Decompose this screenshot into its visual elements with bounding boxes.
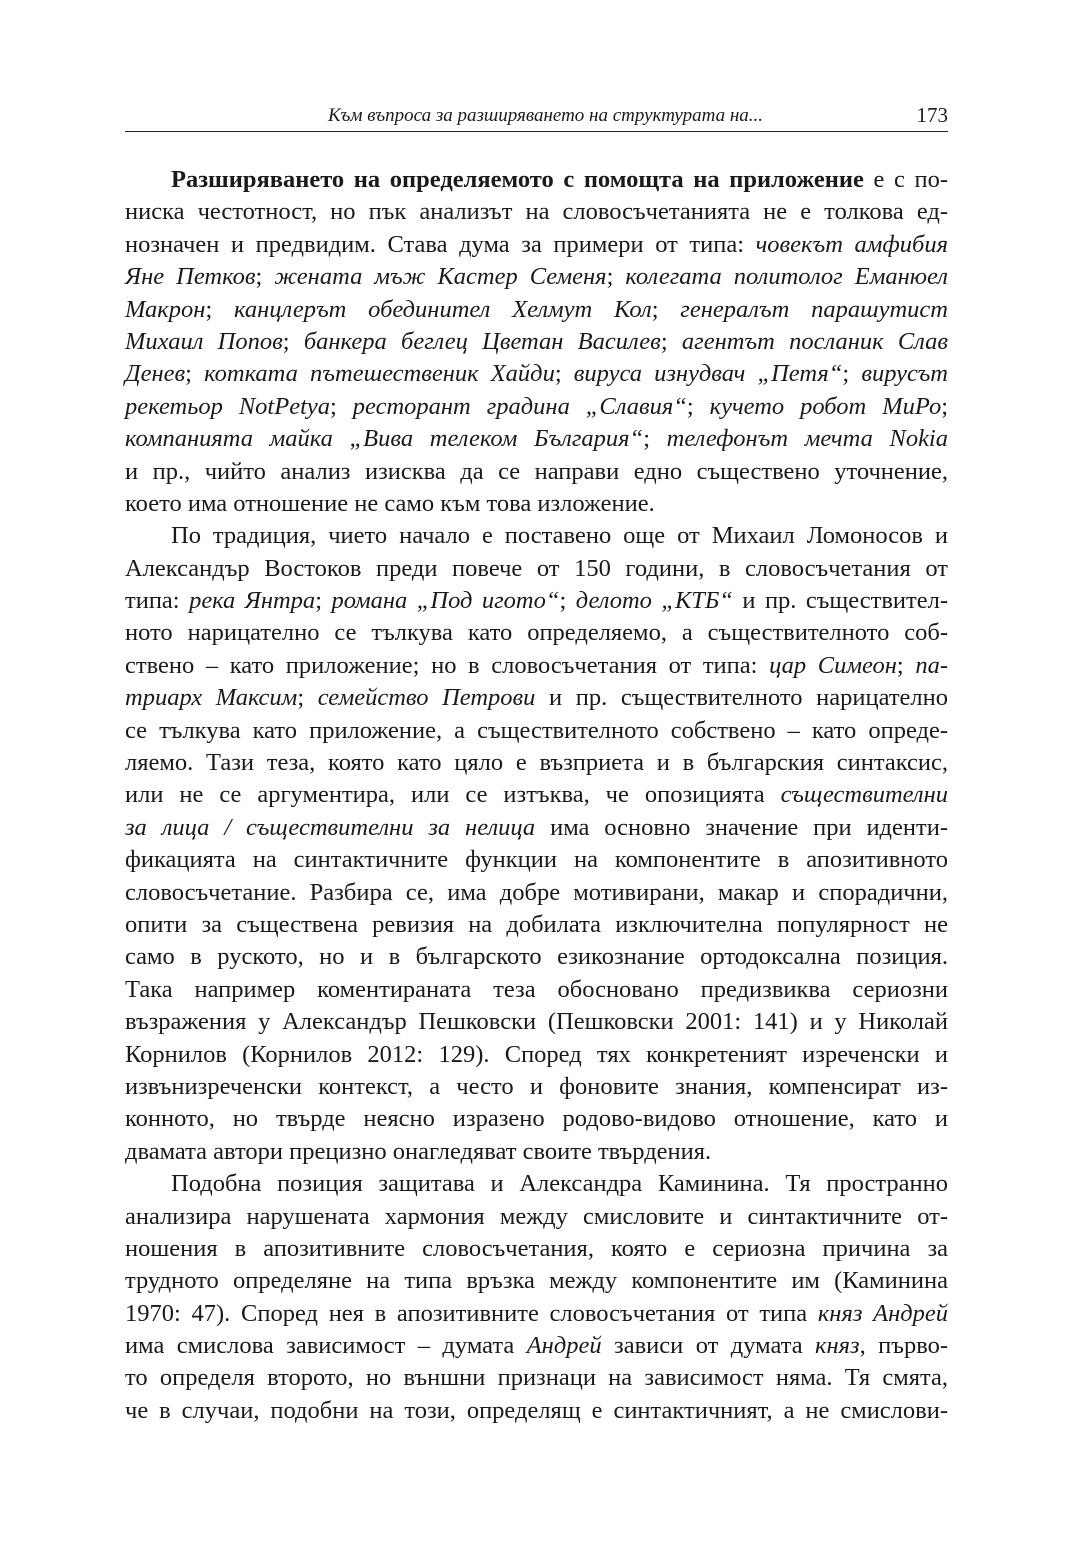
italic-run: Андрей — [526, 1332, 602, 1360]
text-run: и пр. съществител- — [732, 587, 948, 615]
text-run: и пр. съществителното нарицателно — [535, 684, 948, 712]
text-run: фикацията на синтактичните функции на компонентите в апозитивното — [125, 846, 948, 874]
text-run: ; — [255, 263, 275, 291]
italic-run: па- — [915, 651, 949, 679]
text-run: трудното определяне на типа връзка между компонентите им (Каминина — [125, 1267, 948, 1295]
text-run: ; — [330, 392, 353, 420]
text-line — [125, 520, 948, 552]
italic-run: ресторант градина „Славия“ — [352, 392, 687, 420]
text-run: ; — [554, 360, 574, 388]
page-number: 173 — [916, 103, 948, 127]
text-run: ; — [842, 360, 862, 388]
text-run: ното нарицателно се тълкува като определяемо, а съществителното соб- — [125, 619, 948, 647]
italic-run: цар Симеон — [769, 651, 897, 679]
text-line — [125, 261, 948, 293]
italic-run: Макрон — [125, 295, 206, 323]
text-run: ; — [205, 295, 235, 323]
text-line — [125, 1330, 948, 1362]
italic-run: колегата политолог Еманюел — [625, 263, 948, 291]
text-run: ; — [941, 392, 949, 420]
text-run: ; — [660, 327, 682, 355]
italic-run: телефонът мечта Nokia — [666, 425, 948, 453]
text-run: то определя второто, но външни признаци на зависимост няма. Тя смята, — [125, 1364, 948, 1392]
text-run: извънизреченски контекст, а често и фоновите знания, компенсират из- — [125, 1072, 948, 1100]
italic-run: за лица / съществителни за нелица — [125, 813, 536, 841]
text-line — [125, 779, 948, 811]
text-run: 1970: 47). Според нея в апозитивните словосъчетания от типа — [125, 1299, 818, 1327]
text-line — [125, 747, 948, 779]
text-line — [125, 164, 948, 196]
italic-run: вируса изнудвач „Петя“ — [573, 360, 843, 388]
text-line — [125, 1071, 948, 1103]
italic-run: Яне Петков — [125, 263, 256, 291]
text-run: ; — [643, 425, 667, 453]
text-run: ; — [315, 587, 332, 615]
text-run: ниска честотност, но пък анализът на словосъчетанията не е толкова ед- — [125, 198, 948, 226]
text-line — [125, 812, 948, 844]
text-run: зависи от думата — [601, 1332, 816, 1360]
text-run: ; — [686, 392, 710, 420]
text-line — [125, 844, 948, 876]
text-line — [125, 1006, 948, 1038]
text-line — [125, 391, 948, 423]
text-run: или не се аргументира, или се изтъква, че опозицията — [125, 781, 781, 809]
text-run: Така например коментираната теза обосновано предизвиква сериозни — [125, 975, 948, 1003]
text-line — [125, 423, 948, 455]
italic-run: котката пътешественик Хайди — [204, 360, 555, 388]
italic-run: генералът парашутист — [680, 295, 948, 323]
text-line — [125, 326, 948, 358]
text-run: ; — [185, 360, 205, 388]
text-line — [125, 1265, 948, 1297]
text-line — [125, 1362, 948, 1394]
text-run: възражения у Александър Пешковски (Пешковски 2001: 141) и у Николай — [125, 1008, 948, 1036]
italic-run: романа „Под игото“ — [331, 587, 560, 615]
text-line — [125, 1395, 948, 1427]
text-run: ; — [606, 263, 626, 291]
text-run: и пр., чийто анализ изисква да се направи едно съществено уточнение, — [125, 457, 948, 485]
running-title: Към въпроса за разширяването на структурата на... — [327, 105, 763, 126]
text-line — [125, 1168, 948, 1200]
text-run: ; — [282, 327, 304, 355]
text-run: конното, но твърде неясно изразено родово-видово отношение, като и — [125, 1105, 948, 1133]
italic-run: рекетьор NotPetya — [125, 392, 330, 420]
text-run: типа: — [125, 587, 190, 615]
text-line — [125, 715, 948, 747]
italic-run: канцлерът обединител Хелмут Кол — [234, 295, 652, 323]
text-run: словосъчетание. Разбира се, има добре мотивирани, макар и спорадични, — [125, 878, 948, 906]
text-line — [125, 294, 948, 326]
italic-run: вирусът — [861, 360, 948, 388]
text-line — [125, 650, 948, 682]
text-run: , първо- — [859, 1332, 949, 1360]
text-line — [125, 1233, 948, 1265]
italic-run: Михаил Попов — [125, 327, 283, 355]
text-line — [125, 196, 948, 228]
text-line — [125, 617, 948, 649]
italic-run: кучето робот МиРо — [709, 392, 942, 420]
running-header — [125, 101, 948, 132]
text-line — [125, 553, 948, 585]
text-run: По традиция, чието начало е поставено още от Михаил Ломоносов и — [171, 522, 948, 550]
italic-run: триарх Максим — [125, 684, 298, 712]
italic-run: съществителни — [780, 781, 948, 809]
text-line — [125, 1103, 948, 1135]
text-run: ; — [559, 587, 576, 615]
text-run: ; — [297, 684, 318, 712]
text-line — [125, 941, 948, 973]
text-line — [125, 229, 948, 261]
text-line — [125, 1201, 948, 1233]
text-line — [125, 488, 948, 520]
text-run: ношения в апозитивните словосъчетания, която е сериозна причина за — [125, 1234, 948, 1262]
italic-run: компанията майка „Вива телеком България“ — [125, 425, 644, 453]
text-run: само в руското, но и в българското езикознание ортодоксална позиция. — [125, 943, 948, 971]
text-run: анализира нарушената хармония между смисловите и синтактичните от- — [125, 1202, 948, 1230]
text-run: опити за съществена ревизия на добилата изключителна популярност не — [125, 910, 948, 938]
text-run: ; — [651, 295, 681, 323]
body-text — [125, 164, 948, 1427]
italic-run: жената мъж Кастер Семеня — [274, 263, 607, 291]
text-line — [125, 877, 948, 909]
text-run: ляемо. Тази теза, която като цяло е възприета и в българския синтаксис, — [125, 749, 948, 777]
text-run: има смислова зависимост – думата — [125, 1332, 527, 1360]
text-run: се тълкува като приложение, а съществителното собствено – като опреде- — [125, 716, 948, 744]
text-line — [125, 585, 948, 617]
italic-run: княз Андрей — [817, 1299, 949, 1327]
text-line — [125, 1039, 948, 1071]
text-line — [125, 682, 948, 714]
italic-run: агентът посланик Слав — [681, 327, 949, 355]
text-line — [125, 909, 948, 941]
text-line — [125, 456, 948, 488]
text-run: Александър Востоков преди повече от 150 години, в словосъчетания от — [125, 554, 948, 582]
italic-run: банкера беглец Цветан Василев — [303, 327, 661, 355]
italic-run: човекът амфибия — [755, 230, 948, 258]
text-run: е с по- — [863, 166, 948, 193]
text-run: Корнилов (Корнилов 2012: 129). Според тях конкретеният изреченски и — [125, 1040, 948, 1068]
italic-run: река Янтра — [189, 587, 316, 615]
text-run: което има отношение не само към това изложение. — [125, 489, 655, 517]
text-line — [125, 1298, 948, 1330]
text-run: двамата автори прецизно онагледяват своите твърдения. — [125, 1137, 712, 1165]
italic-run: делото „КТБ“ — [575, 587, 733, 615]
text-run: ствено – като приложение; но в словосъчетания от типа: — [125, 651, 770, 679]
text-run: нозначен и предвидим. Става дума за примери от типа: — [125, 230, 756, 258]
text-run: ; — [896, 651, 916, 679]
text-line — [125, 974, 948, 1006]
text-run: Подобна позиция защитава и Александра Каминина. Тя пространно — [171, 1170, 948, 1198]
text-run: че в случаи, подобни на този, определящ е синтактичният, а не смислови- — [125, 1396, 948, 1424]
text-line — [125, 358, 948, 390]
text-run: има основно значение при иденти- — [535, 813, 948, 841]
italic-run: Денев — [125, 360, 186, 388]
text-line — [125, 1136, 948, 1168]
bold-run: Разширяването на определяемото с помощта на приложение — [171, 166, 864, 193]
italic-run: княз — [815, 1332, 860, 1360]
italic-run: семейство Петрови — [317, 684, 536, 712]
